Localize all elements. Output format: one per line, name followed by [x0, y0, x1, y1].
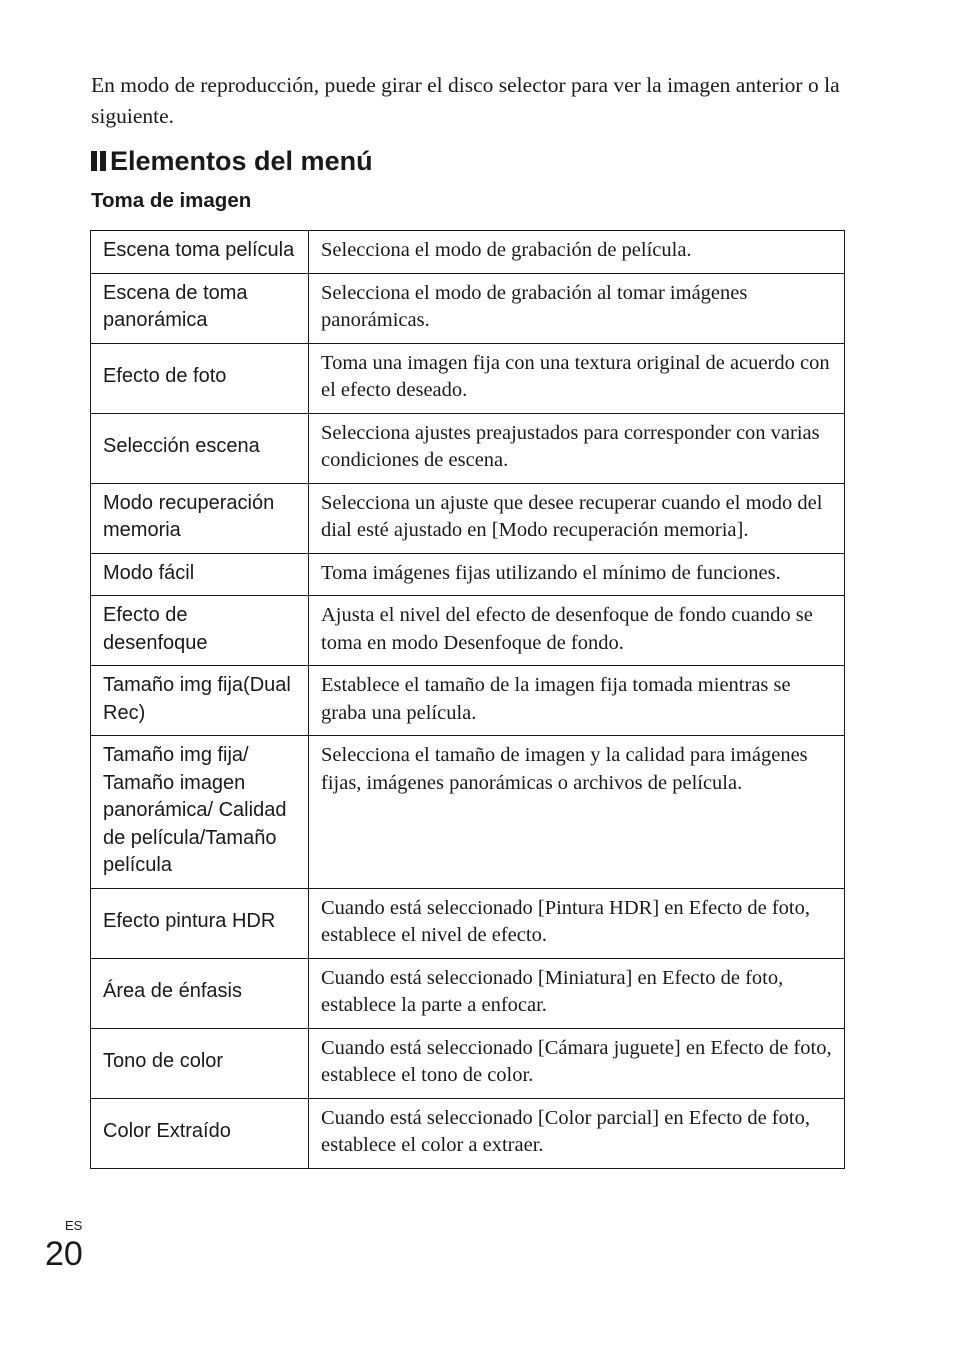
table-row	[91, 888, 845, 958]
table-row	[91, 273, 845, 343]
menu-item-description: Cuando está seleccionado [Cámara juguete] en Efecto de foto, establece el tono de color.	[309, 1028, 845, 1098]
menu-item-label: Efecto de foto	[91, 343, 309, 413]
menu-item-label: Selección escena	[91, 413, 309, 483]
menu-item-description: Selecciona ajustes preajustados para corresponder con varias condiciones de escena.	[309, 413, 845, 483]
menu-item-label: Área de énfasis	[91, 958, 309, 1028]
table-row	[91, 231, 845, 274]
language-code: ES	[65, 1218, 83, 1233]
table-row	[91, 1028, 845, 1098]
section-marker-icon	[91, 151, 106, 171]
section-title: Elementos del menú	[110, 146, 373, 176]
table-row	[91, 1098, 845, 1168]
menu-items-table	[90, 230, 845, 1169]
subsection-title: Toma de imagen	[91, 189, 252, 212]
menu-item-description: Cuando está seleccionado [Color parcial] en Efecto de foto, establece el color a extraer.	[309, 1098, 845, 1168]
menu-item-description: Selecciona el modo de grabación al tomar imágenes panorámicas.	[309, 273, 845, 343]
menu-item-description: Selecciona el modo de grabación de película.	[309, 231, 845, 274]
menu-item-description: Selecciona un ajuste que desee recuperar cuando el modo del dial esté ajustado en [Modo recuperación memoria].	[309, 483, 845, 553]
menu-item-description: Selecciona el tamaño de imagen y la calidad para imágenes fijas, imágenes panorámicas o archivos de película.	[309, 736, 845, 889]
menu-item-label: Escena de toma panorámica	[91, 273, 309, 343]
menu-item-label: Modo fácil	[91, 553, 309, 596]
intro-paragraph: En modo de reproducción, puede girar el disco selector para ver la imagen anterior o la siguiente.	[91, 72, 840, 128]
table-row	[91, 596, 845, 666]
menu-item-label: Tamaño img fija/ Tamaño imagen panorámica/ Calidad de película/Tamaño película	[91, 736, 309, 889]
menu-item-label: Color Extraído	[91, 1098, 309, 1168]
menu-item-label: Efecto pintura HDR	[91, 888, 309, 958]
menu-item-description: Cuando está seleccionado [Pintura HDR] en Efecto de foto, establece el nivel de efecto.	[309, 888, 845, 958]
table-row	[91, 736, 845, 889]
menu-item-label: Tono de color	[91, 1028, 309, 1098]
table-row	[91, 666, 845, 736]
menu-item-description: Cuando está seleccionado [Miniatura] en Efecto de foto, establece la parte a enfocar.	[309, 958, 845, 1028]
menu-item-label: Escena toma película	[91, 231, 309, 274]
menu-item-description: Toma una imagen fija con una textura original de acuerdo con el efecto deseado.	[309, 343, 845, 413]
menu-item-label: Efecto de desenfoque	[91, 596, 309, 666]
table-row	[91, 483, 845, 553]
table-row	[91, 958, 845, 1028]
menu-item-description: Establece el tamaño de la imagen fija tomada mientras se graba una película.	[309, 666, 845, 736]
menu-item-label: Tamaño img fija(Dual Rec)	[91, 666, 309, 736]
table-row	[91, 413, 845, 483]
menu-item-description: Ajusta el nivel del efecto de desenfoque de fondo cuando se toma en modo Desenfoque de fondo.	[309, 596, 845, 666]
section-heading	[91, 143, 373, 179]
page-number: 20	[45, 1235, 83, 1273]
table-row	[91, 553, 845, 596]
menu-item-description: Toma imágenes fijas utilizando el mínimo de funciones.	[309, 553, 845, 596]
table-row	[91, 343, 845, 413]
menu-item-label: Modo recuperación memoria	[91, 483, 309, 553]
